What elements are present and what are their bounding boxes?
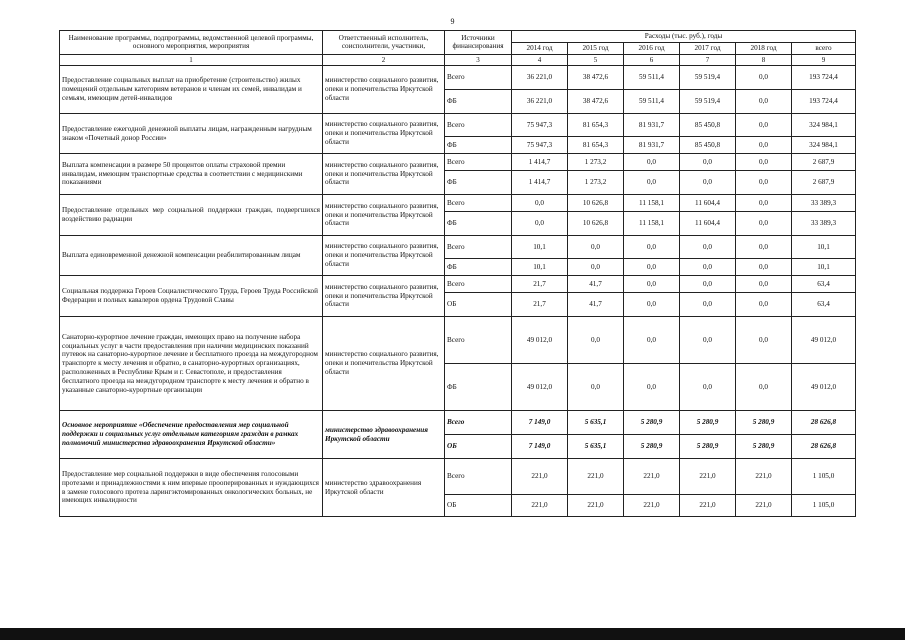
expenses-table	[59, 30, 856, 517]
value-cell: 21,7	[512, 293, 568, 317]
measure-name: Выплата компенсации в размере 50 процентов оплаты страховой премии инвалидам, имеющим транспортные средства в соответствии с медицинскими показаниями	[60, 154, 323, 195]
value-cell: 49 012,0	[512, 317, 568, 364]
funding-source: Всего	[445, 114, 512, 137]
header-year: 2016 год	[624, 42, 680, 54]
value-cell: 10,1	[512, 259, 568, 276]
value-cell: 0,0	[736, 195, 792, 212]
value-cell: 36 221,0	[512, 66, 568, 90]
total-cell: 193 724,4	[792, 90, 856, 114]
value-cell: 0,0	[680, 154, 736, 171]
header-expenses: Расходы (тыс. руб.), годы	[512, 31, 856, 43]
total-cell: 1 105,0	[792, 495, 856, 517]
total-cell: 33 389,3	[792, 212, 856, 236]
total-cell: 10,1	[792, 236, 856, 259]
total-cell: 28 626,8	[792, 411, 856, 435]
value-cell: 0,0	[680, 364, 736, 411]
value-cell: 0,0	[736, 90, 792, 114]
funding-source: ФБ	[445, 259, 512, 276]
value-cell: 0,0	[680, 276, 736, 293]
funding-source: Всего	[445, 317, 512, 364]
value-cell: 59 519,4	[680, 90, 736, 114]
funding-source: ФБ	[445, 90, 512, 114]
value-cell: 0,0	[680, 236, 736, 259]
value-cell: 0,0	[736, 114, 792, 137]
column-index: 5	[568, 54, 624, 66]
value-cell: 0,0	[680, 293, 736, 317]
value-cell: 0,0	[736, 364, 792, 411]
value-cell: 221,0	[568, 459, 624, 495]
value-cell: 0,0	[624, 293, 680, 317]
funding-source: ОБ	[445, 495, 512, 517]
value-cell: 49 012,0	[512, 364, 568, 411]
value-cell: 0,0	[736, 259, 792, 276]
funding-source: ФБ	[445, 364, 512, 411]
value-cell: 0,0	[624, 259, 680, 276]
measure-name: Предоставление мер социальной поддержки в виде обеспечения голосовыми протезами и принадлежностями к ним впервые прооперированных и нуждающихся в замене голосового протеза ларингэктомированных онкологических больных, не имеющих инвалидности	[60, 459, 323, 517]
total-cell: 324 984,1	[792, 137, 856, 154]
measure-executor: министерство социального развития, опеки и попечительства Иркутской области	[323, 276, 445, 317]
value-cell: 5 635,1	[568, 435, 624, 459]
value-cell: 85 450,8	[680, 137, 736, 154]
value-cell: 0,0	[624, 154, 680, 171]
funding-source: ФБ	[445, 171, 512, 195]
value-cell: 0,0	[680, 259, 736, 276]
value-cell: 0,0	[680, 317, 736, 364]
value-cell: 21,7	[512, 276, 568, 293]
column-index: 9	[792, 54, 856, 66]
value-cell: 0,0	[736, 137, 792, 154]
header-year: 2015 год	[568, 42, 624, 54]
total-cell: 49 012,0	[792, 364, 856, 411]
funding-source: ФБ	[445, 212, 512, 236]
total-cell: 63,4	[792, 293, 856, 317]
value-cell: 221,0	[512, 495, 568, 517]
total-cell: 193 724,4	[792, 66, 856, 90]
funding-source: ОБ	[445, 293, 512, 317]
value-cell: 221,0	[568, 495, 624, 517]
column-index: 7	[680, 54, 736, 66]
value-cell: 1 273,2	[568, 171, 624, 195]
value-cell: 7 149,0	[512, 435, 568, 459]
value-cell: 85 450,8	[680, 114, 736, 137]
value-cell: 36 221,0	[512, 90, 568, 114]
total-cell: 33 389,3	[792, 195, 856, 212]
value-cell: 0,0	[736, 276, 792, 293]
value-cell: 59 519,4	[680, 66, 736, 90]
main-measure-name: Основное мероприятие «Обеспечение предоставления мер социальной поддержки и социальных услуг отдельным категориям граждан в рамках полномочий министерства здравоохранения Иркутской области»	[60, 411, 323, 459]
header-name: Наименование программы, подпрограммы, ведомственной целевой программы, основного мероприятия, мероприятия	[60, 31, 323, 55]
value-cell: 0,0	[736, 66, 792, 90]
measure-executor: министерство социального развития, опеки и попечительства Иркутской области	[323, 236, 445, 276]
header-year: 2017 год	[680, 42, 736, 54]
value-cell: 0,0	[736, 171, 792, 195]
value-cell: 59 511,4	[624, 90, 680, 114]
value-cell: 0,0	[568, 259, 624, 276]
value-cell: 0,0	[736, 236, 792, 259]
value-cell: 81 654,3	[568, 114, 624, 137]
value-cell: 38 472,6	[568, 66, 624, 90]
value-cell: 0,0	[624, 276, 680, 293]
value-cell: 0,0	[624, 236, 680, 259]
total-cell: 63,4	[792, 276, 856, 293]
scan-bottom-edge	[0, 628, 905, 640]
header-year: 2018 год	[736, 42, 792, 54]
value-cell: 10 626,8	[568, 195, 624, 212]
value-cell: 11 158,1	[624, 195, 680, 212]
value-cell: 0,0	[736, 317, 792, 364]
measure-name: Предоставление ежегодной денежной выплаты лицам, награжденным нагрудным знаком «Почетный донор России»	[60, 114, 323, 154]
value-cell: 5 280,9	[624, 435, 680, 459]
value-cell: 1 414,7	[512, 154, 568, 171]
value-cell: 0,0	[736, 212, 792, 236]
funding-source: Всего	[445, 459, 512, 495]
value-cell: 0,0	[680, 171, 736, 195]
value-cell: 11 604,4	[680, 195, 736, 212]
page-number: 9	[450, 17, 455, 26]
funding-source: Всего	[445, 236, 512, 259]
value-cell: 11 158,1	[624, 212, 680, 236]
value-cell: 0,0	[568, 236, 624, 259]
funding-source: Всего	[445, 411, 512, 435]
total-cell: 324 984,1	[792, 114, 856, 137]
measure-name: Социальная поддержка Героев Социалистического Труда, Героев Труда Российской Федерации и полных кавалеров ордена Трудовой Славы	[60, 276, 323, 317]
value-cell: 0,0	[512, 212, 568, 236]
column-index: 1	[60, 54, 323, 66]
value-cell: 221,0	[680, 495, 736, 517]
value-cell: 41,7	[568, 276, 624, 293]
value-cell: 0,0	[512, 195, 568, 212]
value-cell: 5 280,9	[736, 435, 792, 459]
measure-executor: министерство социального развития, опеки и попечительства Иркутской области	[323, 195, 445, 236]
value-cell: 5 280,9	[736, 411, 792, 435]
header-source: Источники финансирования	[445, 31, 512, 55]
funding-source: ФБ	[445, 137, 512, 154]
value-cell: 5 280,9	[680, 435, 736, 459]
funding-source: Всего	[445, 66, 512, 90]
value-cell: 81 931,7	[624, 114, 680, 137]
funding-source: Всего	[445, 276, 512, 293]
value-cell: 221,0	[736, 459, 792, 495]
header-total: всего	[792, 42, 856, 54]
total-cell: 49 012,0	[792, 317, 856, 364]
value-cell: 41,7	[568, 293, 624, 317]
value-cell: 221,0	[624, 459, 680, 495]
column-index: 2	[323, 54, 445, 66]
value-cell: 81 931,7	[624, 137, 680, 154]
measure-name: Выплата единовременной денежной компенсации реабилитированным лицам	[60, 236, 323, 276]
header-year: 2014 год	[512, 42, 568, 54]
value-cell: 0,0	[568, 317, 624, 364]
funding-source: Всего	[445, 195, 512, 212]
value-cell: 221,0	[736, 495, 792, 517]
value-cell: 5 635,1	[568, 411, 624, 435]
value-cell: 0,0	[736, 293, 792, 317]
value-cell: 221,0	[624, 495, 680, 517]
value-cell: 38 472,6	[568, 90, 624, 114]
value-cell: 75 947,3	[512, 137, 568, 154]
value-cell: 0,0	[624, 171, 680, 195]
measure-executor: министерство социального развития, опеки и попечительства Иркутской области	[323, 66, 445, 114]
value-cell: 0,0	[568, 364, 624, 411]
value-cell: 11 604,4	[680, 212, 736, 236]
measure-executor: министерство социального развития, опеки и попечительства Иркутской области	[323, 154, 445, 195]
value-cell: 221,0	[680, 459, 736, 495]
value-cell: 5 280,9	[624, 411, 680, 435]
total-cell: 10,1	[792, 259, 856, 276]
value-cell: 5 280,9	[680, 411, 736, 435]
value-cell: 10,1	[512, 236, 568, 259]
measure-executor: министерство социального развития, опеки и попечительства Иркутской области	[323, 114, 445, 154]
value-cell: 59 511,4	[624, 66, 680, 90]
measure-name: Санаторно-курортное лечение граждан, имеющих право на получение набора социальных услуг в части предоставления при наличии медицинских показаний путевок на санаторно-курортное лечение и бесплатного проезда на междугородном транспорте к месту лечения и обратно, в санаторно-курортных организациях, расположенных в Республике Крым и г. Севастополе, и предоставления бесплатного проезда на междугородном транспорте к месту лечения и обратно в указанные санаторно-курортные организации	[60, 317, 323, 411]
measure-executor: министерство здравоохранения Иркутской области	[323, 411, 445, 459]
value-cell: 81 654,3	[568, 137, 624, 154]
total-cell: 28 626,8	[792, 435, 856, 459]
total-cell: 2 687,9	[792, 171, 856, 195]
value-cell: 0,0	[624, 317, 680, 364]
column-index: 8	[736, 54, 792, 66]
measure-name: Предоставление отдельных мер социальной поддержки граждан, подвергшихся воздействию радиации	[60, 195, 323, 236]
value-cell: 1 273,2	[568, 154, 624, 171]
measure-executor: министерство здравоохранения Иркутской области	[323, 459, 445, 517]
value-cell: 1 414,7	[512, 171, 568, 195]
column-index: 6	[624, 54, 680, 66]
measure-executor: министерство социального развития, опеки и попечительства Иркутской области	[323, 317, 445, 411]
measure-name: Предоставление социальных выплат на приобретение (строительство) жилых помещений отдельным категориям ветеранов и членам их семей, инвалидам и семьям, имеющим детей-инвалидов	[60, 66, 323, 114]
value-cell: 0,0	[624, 364, 680, 411]
column-index: 3	[445, 54, 512, 66]
value-cell: 221,0	[512, 459, 568, 495]
value-cell: 7 149,0	[512, 411, 568, 435]
value-cell: 0,0	[736, 154, 792, 171]
total-cell: 2 687,9	[792, 154, 856, 171]
total-cell: 1 105,0	[792, 459, 856, 495]
header-executor: Ответственный исполнитель, соисполнители, участники,	[323, 31, 445, 55]
value-cell: 10 626,8	[568, 212, 624, 236]
value-cell: 75 947,3	[512, 114, 568, 137]
funding-source: Всего	[445, 154, 512, 171]
funding-source: ОБ	[445, 435, 512, 459]
column-index: 4	[512, 54, 568, 66]
